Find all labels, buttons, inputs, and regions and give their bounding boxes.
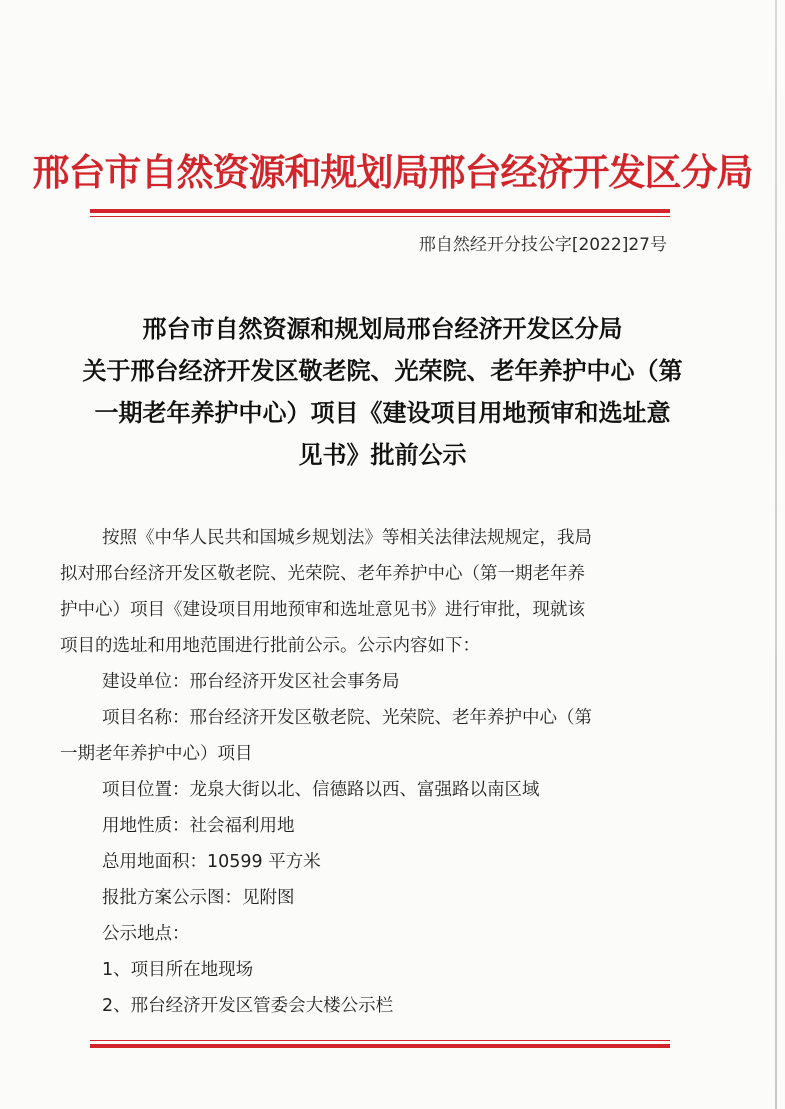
construction-unit: 建设单位：邢台经济开发区社会事务局 [102,672,400,692]
notice-title [60,308,705,476]
intro-line: 护中心）项目《建设项目用地预审和选址意见书》进行审批，现就该 [60,600,585,620]
notice-place-1: 1、项目所在地现场 [102,960,254,980]
intro-line: 按照《中华人民共和国城乡规划法》等相关法律法规规定，我局 [102,528,592,548]
notice-places-label: 公示地点： [102,924,190,944]
plan-drawing: 报批方案公示图：见附图 [102,888,295,908]
letterhead-rule-thin [90,216,670,217]
footer-rule-thick [90,1044,670,1048]
land-use-nature: 用地性质：社会福利用地 [102,816,295,836]
project-name-line1: 项目名称：邢台经济开发区敬老院、光荣院、老年养护中心（第 [102,708,592,728]
title-line: 关于邢台经济开发区敬老院、光荣院、老年养护中心（第 [82,356,683,385]
total-land-area: 总用地面积：10599 平方米 [102,852,321,872]
title-line: 一期老年养护中心）项目《建设项目用地预审和选址意 [94,398,671,427]
document-number: 邢自然经开分技公字[2022]27号 [418,235,667,255]
notice-body [60,520,700,1024]
footer-rule-thin [90,1040,670,1041]
title-line: 见书》批前公示 [298,440,467,469]
intro-line: 拟对邢台经济开发区敬老院、光荣院、老年养护中心（第一期老年养 [60,564,585,584]
intro-line: 项目的选址和用地范围进行批前公示。公示内容如下： [60,636,480,656]
title-line: 邢台市自然资源和规划局邢台经济开发区分局 [142,314,623,343]
letterhead-title: 邢台市自然资源和规划局邢台经济开发区分局 [32,150,753,194]
letterhead-rule-thick [90,209,670,213]
project-name-line2: 一期老年养护中心）项目 [60,744,253,764]
project-location: 项目位置：龙泉大街以北、信德路以西、富强路以南区域 [102,780,540,800]
notice-place-2: 2、邢台经济开发区管委会大楼公示栏 [102,996,394,1016]
